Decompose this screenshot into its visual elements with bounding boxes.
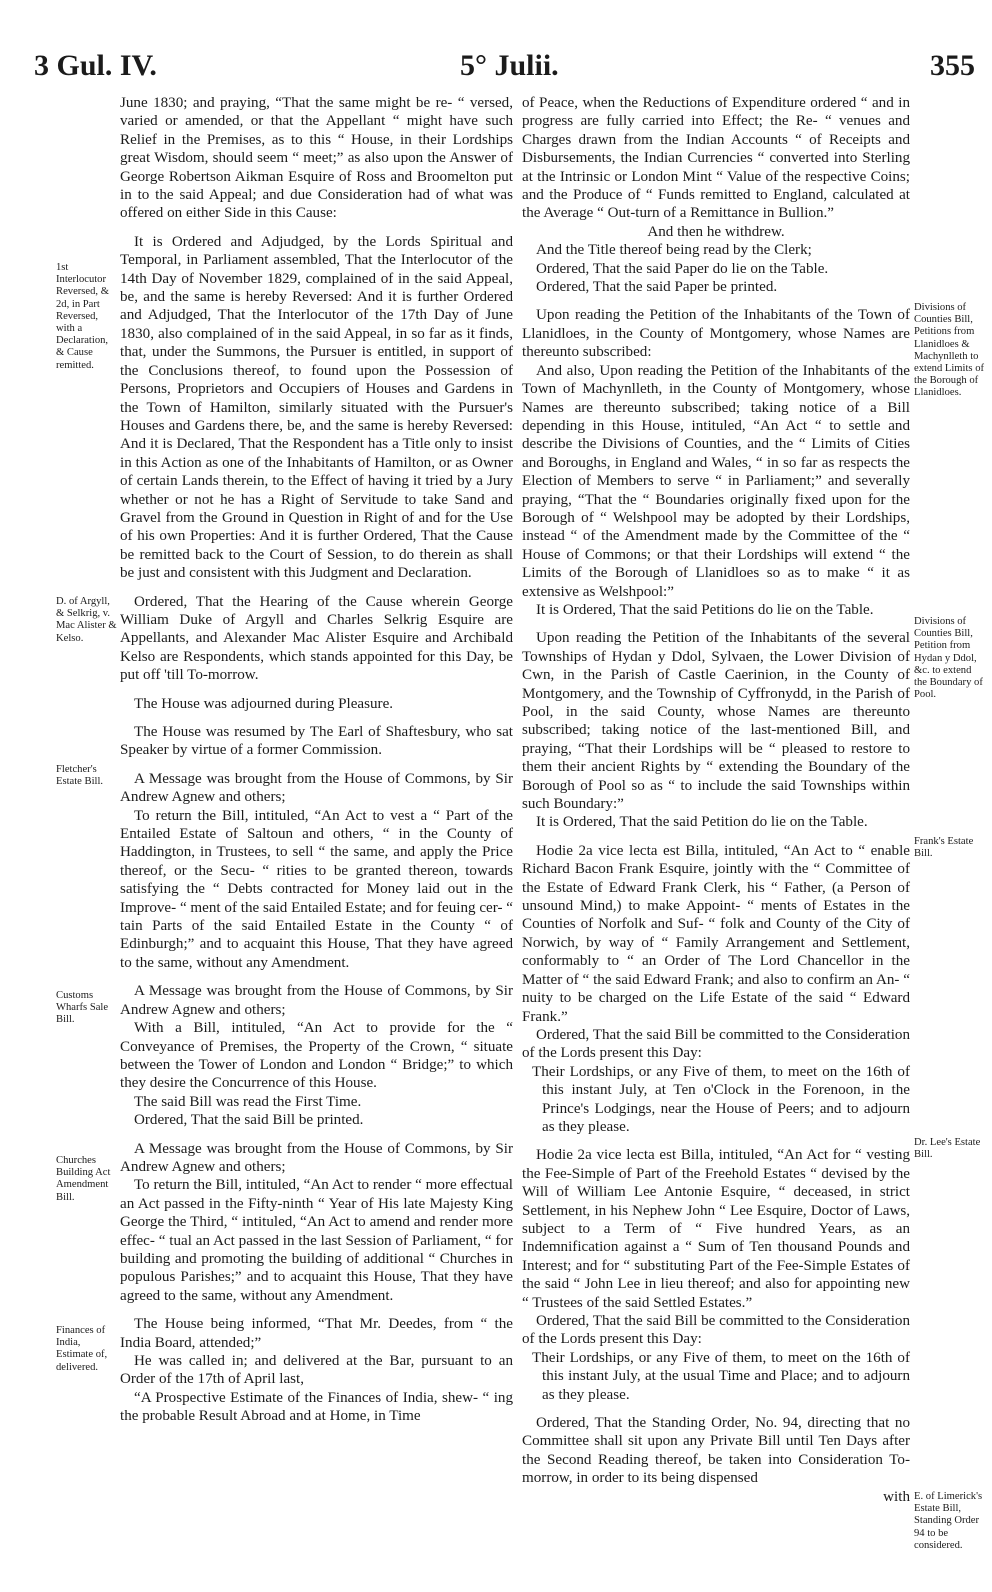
paragraph: of Peace, when the Reductions of Expenditure ordered “ and in progress are fully carried into Effect; the Re- “ venues and Charges drawn from the Indian Accounts “ of Receipts and Disbursements, the Indian Currencies “ converted into Sterling at the Intrinsic or London Mint “ Value of the respective Coins; and the Produce of “ Funds remitted to England, calculated at the Average “ Out-turn of a Remittance in Bullion.” — [522, 95, 910, 222]
paragraph: It is Ordered, That the said Petition do lie on the Table. — [536, 814, 868, 831]
margin-note: Fletcher's Estate Bill. — [56, 764, 104, 788]
margin-note: Divisions of Counties Bill, Petition from Hydan y Ddol, &c. to extend the Boundary of Pool. — [914, 616, 983, 701]
paragraph: Ordered, That the said Paper do lie on the Table. — [536, 260, 829, 277]
paragraph: To return the Bill, intituled, “An Act to render “ more effectual an Act passed in the Fifty-ninth “ Year of His late Majesty King George the Third, “ intituled, “An Act to amend and render more effec- “ tual an Act passed in the last Session of Parliament, “ for building and promoting the building of additional “ Churches in populous Parishes;” and to acquaint this House, That they have agreed to the same, without any Amendment. — [120, 1177, 513, 1304]
paragraph: Ordered, That the Standing Order, No. 94, directing that no Committee shall sit upon any Private Bill until Ten Days after the Second Reading thereof, be taken into Consideration To-morrow, in order to its being dispensed — [522, 1415, 910, 1487]
paragraph: “A Prospective Estimate of the Finances of India, shew- “ ing the probable Result Abroad and at Home, in Time — [120, 1389, 513, 1425]
paragraph: Hodie 2a vice lecta est Billa, intituled, “An Act to “ enable Richard Bacon Frank Esquire, jointly with the “ Committee of the Estate of Edward Frank Clerk, his “ Father, (a Person of unsound Mind,) to make Appoint- “ ments of Estates in the Counties of Norfolk and Suf- “ folk and County of the City of Norwich, by way of “ Family Arrangement and Settlement, conformably to “ an Order of The Lord Chancellor in the Matter of “ the said Edward Frank; and also to confirm an An- “ nuity to be charged on the Life Estate of the said “ Edward Frank.” — [522, 842, 910, 1025]
paragraph: A Message was brought from the House of Commons, by Sir Andrew Agnew and others; — [120, 770, 513, 806]
paragraph: Upon reading the Petition of the Inhabitants of the several Townships of Hydan y Ddol, Sylvaen, the Lower Division of Cwn, in the Parish of Castle Caerinion, in the County of Montgomery, and the Township of Cyffronydd, in the Parish of Pool, in the said County, whose Names are thereunto subscribed; taking notice of the last-mentioned Bill, and praying, “That their Lordships will be “ pleased to restore to them their ancient Rights by “ extending the Boundary of the Borough of Pool so as “ to include the said Townships within such Boundary:” — [522, 630, 910, 813]
paragraph: Their Lordships, or any Five of them, to meet on the 16th of this instant July, at the usual Time and Place; and to adjourn as they please. — [532, 1349, 910, 1403]
margin-note: Frank's Estate Bill. — [914, 836, 974, 860]
paragraph: Their Lordships, or any Five of them, to meet on the 16th of this instant July, at Ten o'Clock in the Forenoon, in the Prince's Lodgings, near the House of Peers; and to adjourn as they please. — [532, 1063, 910, 1135]
paragraph: And the Title thereof being read by the Clerk; — [536, 242, 812, 259]
paragraph: And then he withdrew. — [647, 223, 785, 240]
paragraph: The House was adjourned during Pleasure. — [134, 695, 394, 712]
paragraph: And also, Upon reading the Petition of the Inhabitants of the Town of Machynlleth, in the County of Montgomery, whose Names are thereunto subscribed; taking notice of a Bill depending in this House, intituled, “An Act “ to settle and describe the Divisions of Counties, and the “ Limits of Cities and Boroughs, in England and Wales, “ in so far as respects the Election of Members to serve “ in Parliament;” and severally praying, “That the “ Boundaries originally fixed upon for the Borough of “ Welshpool may be adopted by their Lordships, instead “ of the Amendment made by the Committee of the “ House of Commons; or that their Lordships will extend “ the Limits of the Borough of Llanidloes so as to make “ it as extensive as Welshpool:” — [522, 362, 910, 600]
header-date: 5° Julii. — [460, 49, 559, 82]
paragraph: A Message was brought from the House of Commons, by Sir Andrew Agnew and others; — [120, 983, 513, 1018]
paragraph: Ordered, That the said Bill be printed. — [134, 1112, 364, 1129]
paragraph: Ordered, That the Hearing of the Cause wherein George William Duke of Argyll and Charles Selkrig Esquire are Appellants, and Alexander Mac Alister Esquire and Archibald Kelso are Respondents, which stands appointed for this Day, be put off 'till To-morrow. — [120, 593, 513, 684]
paragraph: The House was resumed by The Earl of Shaftesbury, who sat Speaker by virtue of a former Commission. — [120, 724, 513, 759]
right-column — [522, 94, 910, 1506]
paragraph: Ordered, That the said Bill be committed to the Consideration of the Lords present this Day: — [522, 1026, 910, 1062]
margin-note: D. of Argyll, & Selkrig, v. Mac Alister & Kelso. — [56, 596, 117, 644]
paragraph: The said Bill was read the First Time. — [134, 1093, 362, 1110]
paragraph: Hodie 2a vice lecta est Billa, intituled, “An Act for “ vesting the Fee-Simple of Part of the Freehold Estates “ devised by the Will of William Lee Antonie Esquire, “ deceased, in strict Settlement, in his Nephew John “ Lee Esquire, Doctor of Laws, subject to a Term of “ Five hundred Years, as an Indemnification against a “ Sum of Ten thousand Pounds and Interest; and for “ substituting Part of the Fee-Simple Estates of the said “ John Lee in lieu thereof; and also for appointing new “ Trustees of the said Settled Estates.” — [522, 1147, 910, 1311]
margin-note: E. of Limerick's Estate Bill, Standing Order 94 to be considered. — [914, 1491, 983, 1551]
paragraph: It is Ordered, That the said Petitions do lie on the Table. — [536, 601, 874, 618]
paragraph: Upon reading the Petition of the Inhabitants of the Town of Llanidloes, in the County of Montgomery, whose Names are thereunto subscribed: — [522, 307, 910, 361]
paragraph: A Message was brought from the House of Commons, by Sir Andrew Agnew and others; — [120, 1140, 513, 1175]
margin-note: Dr. Lee's Estate Bill. — [914, 1137, 981, 1161]
margin-note: Churches Building Act Amendment Bill. — [56, 1155, 111, 1203]
paragraph: Ordered, That the said Bill be committed to the Consideration of the Lords present this Day: — [522, 1313, 910, 1348]
margin-note: Customs Wharfs Sale Bill. — [56, 990, 109, 1026]
paragraph: The House being informed, “That Mr. Deedes, from “ the India Board, attended;” — [120, 1316, 513, 1351]
margin-note: 1st Interlocutor Reversed, & 2d, in Part Reversed, with a Declaration, & Cause remitted. — [56, 262, 109, 371]
paragraph: It is Ordered and Adjudged, by the Lords Spiritual and Temporal, in Parliament assembled, That the Interlocutor of the 14th Day of November 1829, complained of in the said Appeal, be, and the same is hereby Reversed: And it is further Ordered and Adjudged, That the Interlocutor of the 17th Day of June 1830, also complained of in the said Appeal, in so far as it finds, that, under the Summons, the Pursuer is entitled, in support of the Conclusions thereof, to found upon the Possession of Persons, Proprietors and Occupiers of Houses and Gardens in the Town of Hamilton, similarly situated with the Pursuer's Houses and Gardens there, be, and the same is hereby Reversed: And it is Declared, That the Respondent has a Title only to insist in this Action as one of the Inhabitants of Hamilton, or as Owner of certain Lands therein, to the Effect of having it tried by a Jury whether or not he has a Right of Servitude to take Sand and Gravel from the Ground in Question in Right of and for the Use of his own Properties: And it is further Ordered, That the Cause be remitted back to the Court of Session, to do therein as shall be just and consistent with this Judgment and Declaration. — [120, 233, 513, 582]
paragraph: June 1830; and praying, “That the same might be re- “ versed, varied or amended, or that the Appellant “ might have such Relief in the Premises, as to this “ House, in their Lordships great Wisdom, should seem “ meet;” as also upon the Answer of George Robertson Aikman Esquire of Ross and Broomelton put in to the said Appeal; and due Consideration had of what was offered on either Side in this Cause: — [120, 95, 513, 222]
paragraph: To return the Bill, intituled, “An Act to vest a “ Part of the Entailed Estate of Saltoun and others, “ in the County of Haddington, in Trustees, to sell “ the same, and apply the Price thereof, or the Secu- “ rities to be granted thereon, towards satisfying the “ Debts contracted for Money laid out in the Improve- “ ment of the said Entailed Estate; and for feuing cer- “ tain Parts of the said Entailed Estate in the County “ of Edinburgh;” and to acquaint this House, That they have agreed to the same, without any Amendment. — [120, 807, 513, 971]
paragraph: He was called in; and delivered at the Bar, pursuant to an Order of the 17th of April last, — [120, 1353, 513, 1388]
paragraph: Ordered, That the said Paper be printed. — [536, 279, 778, 296]
page-header — [0, 48, 992, 88]
page-number: 355 — [930, 49, 975, 82]
left-column — [120, 94, 513, 1426]
catchword: with — [883, 1488, 910, 1505]
margin-note: Finances of India, Estimate of, delivered. — [56, 1325, 108, 1373]
header-regnal-year: 3 Gul. IV. — [34, 49, 157, 82]
paragraph: With a Bill, intituled, “An Act to provide for the “ Conveyance of Premises, the Property of the Crown, “ situate between the Tower of London and London “ Bridge;” to which they desire the Concurrence of this House. — [120, 1020, 513, 1092]
margin-note: Divisions of Counties Bill, Petitions from Llanidloes & Machynlleth to extend Limits of the Borough of Llanidloes. — [914, 302, 985, 399]
